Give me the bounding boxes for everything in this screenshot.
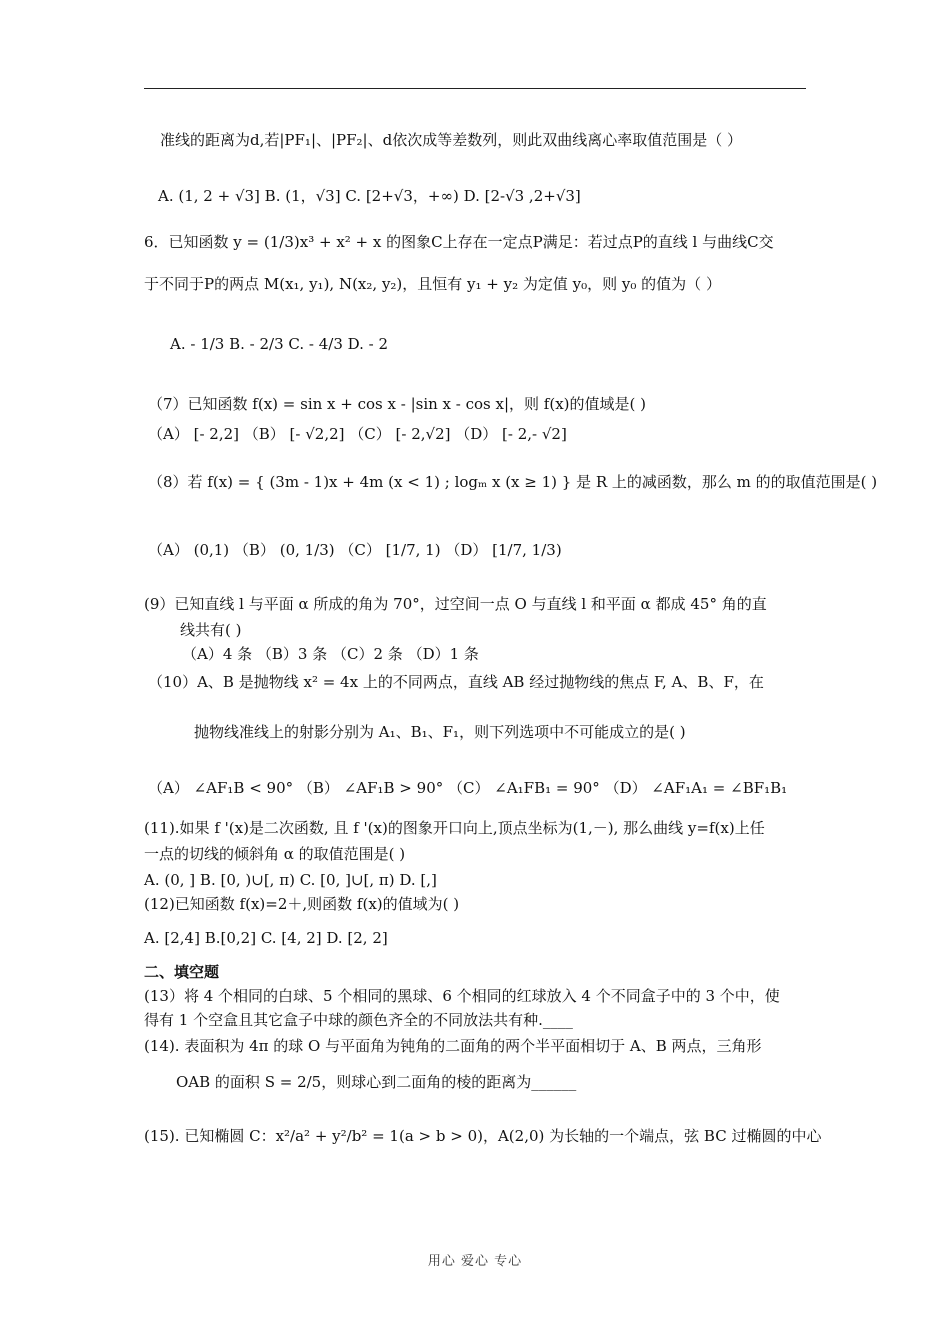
q11-stem-line1: (11).如果 f '(x)是二次函数, 且 f '(x)的图象开口向上,顶点坐标为(1,－), 那么曲线 y=f(x)上任: [144, 819, 765, 837]
q6-options: A. - 1/3 B. - 2/3 C. - 4/3 D. - 2: [170, 335, 389, 353]
q5-continuation: 准线的距离为d,若|PF₁|、|PF₂|、d依次成等差数列，则此双曲线离心率取值范围是（ ）: [160, 131, 742, 149]
q12-stem: (12)已知函数 f(x)=2＋,则函数 f(x)的值域为( ): [144, 895, 460, 913]
q13-stem-line2: 得有 1 个空盒且其它盒子中球的颜色齐全的不同放法共有种.____: [144, 1011, 573, 1029]
q9-stem-line2: 线共有( ): [180, 621, 242, 639]
q14-stem-line2: OAB 的面积 S = 2/5，则球心到二面角的棱的距离为______: [176, 1073, 577, 1091]
q10-stem-line2: 抛物线准线上的射影分别为 A₁、B₁、F₁，则下列选项中不可能成立的是( ): [194, 723, 686, 741]
q15-stem: (15). 已知椭圆 C：x²/a² + y²/b² = 1(a > b > 0)，A(2,0) 为长轴的一个端点，弦 BC 过椭圆的中心: [144, 1127, 822, 1145]
q14-stem-line1: (14). 表面积为 4π 的球 O 与平面角为钝角的二面角的两个半平面相切于 A、B 两点，三角形: [144, 1037, 762, 1055]
page-footer: 用心 爱心 专心: [427, 1254, 523, 1269]
q10-options: （A） ∠AF₁B < 90° （B） ∠AF₁B > 90° （C） ∠A₁FB₁ = 90° （D） ∠AF₁A₁ = ∠BF₁B₁: [148, 779, 788, 797]
q12-options: A. [2,4] B.[0,2] C. [4, 2] D. [2, 2]: [144, 929, 388, 947]
q10-stem-line1: （10）A、B 是抛物线 x² = 4x 上的不同两点，直线 AB 经过抛物线的焦点 F, A、B、F，在: [148, 673, 764, 691]
q9-options: （A）4 条 （B）3 条 （C）2 条 （D）1 条: [182, 645, 479, 663]
q6-stem-line2: 于不同于P的两点 M(x₁, y₁), N(x₂, y₂)，且恒有 y₁ + y₂ 为定值 y₀，则 y₀ 的值为（ ）: [144, 275, 721, 293]
q13-stem-line1: (13）将 4 个相同的白球、5 个相同的黑球、6 个相同的红球放入 4 个不同盒子中的 3 个中，使: [144, 987, 780, 1005]
header-rule: [144, 88, 806, 89]
q9-stem-line1: (9）已知直线 l 与平面 α 所成的角为 70°，过空间一点 O 与直线 l 和平面 α 都成 45° 角的直: [144, 595, 767, 613]
q7-options: （A） [- 2,2] （B） [- √2,2] （C） [- 2,√2] （D） [- 2,- √2]: [148, 425, 567, 443]
q11-options: A. (0, ] B. [0, )∪[, π) C. [0, ]∪[, π) D. [,]: [144, 871, 437, 889]
section-heading-fill-in: 二、填空题: [144, 963, 220, 981]
q7-stem: （7）已知函数 f(x) = sin x + cos x - |sin x - cos x|，则 f(x)的值域是( ): [148, 395, 646, 413]
q11-stem-line2: 一点的切线的倾斜角 α 的取值范围是( ): [144, 845, 406, 863]
q8-stem: （8）若 f(x) = { (3m - 1)x + 4m (x < 1) ; logₘ x (x ≥ 1) } 是 R 上的减函数，那么 m 的的取值范围是( ): [148, 473, 878, 491]
q8-options: （A） (0,1) （B） (0, 1/3) （C） [1/7, 1) （D） [1/7, 1/3): [148, 541, 562, 559]
q5-options: A. (1, 2 + √3] B. (1，√3] C. [2+√3，+∞) D. [2-√3 ,2+√3]: [158, 187, 581, 205]
q6-stem-line1: 6．已知函数 y = (1/3)x³ + x² + x 的图象C上存在一定点P满足：若过点P的直线 l 与曲线C交: [144, 233, 774, 251]
